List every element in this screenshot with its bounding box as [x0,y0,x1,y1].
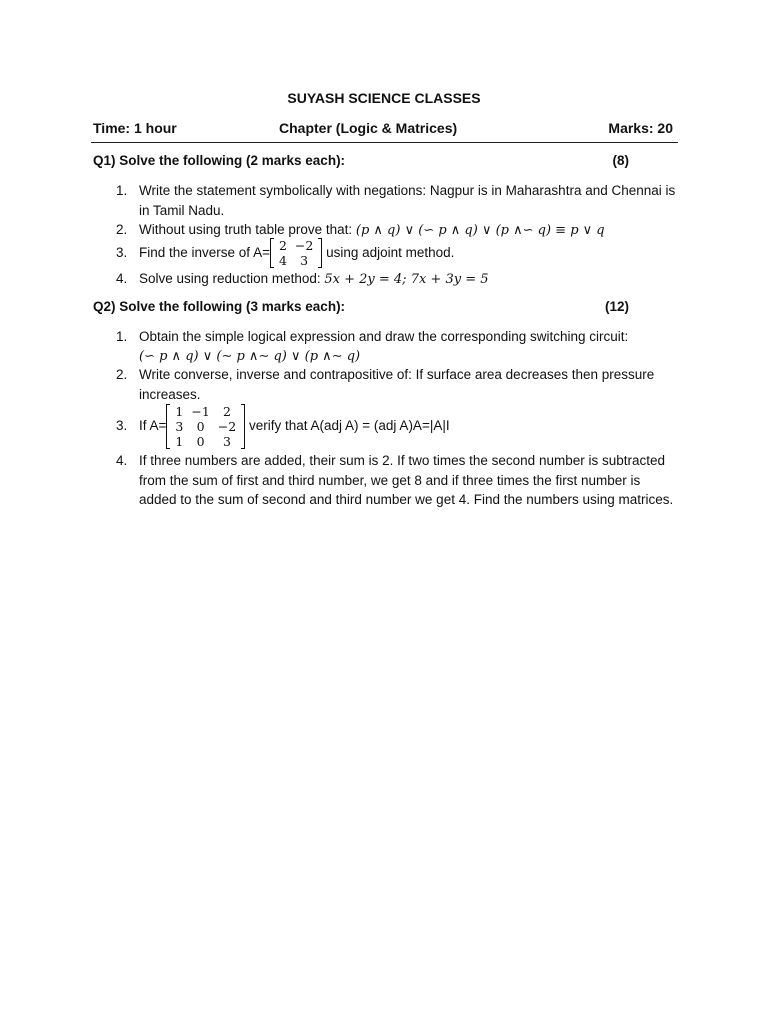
matrix-cell: −1 [191,403,210,419]
item-text: If three numbers are added, their sum is 2. If two times the second number is subtracted from the sum of first and third number, we get 8 and if three times the first number is added to the sum of second and third number we get 4. Find the numbers using matrices. [139,453,674,507]
item-text: Obtain the simple logical expression and draw the corresponding switching circuit: [139,329,629,344]
item-number: 3. [116,245,128,260]
q2-item-4 [116,451,676,510]
institute-title: SUYASH SCIENCE CLASSES [287,90,481,106]
item-number: 4. [116,453,128,468]
matrix-cell: −2 [294,238,314,254]
matrix-cell: −2 [217,418,237,434]
logic-expression: (p ∧ q) ∨ (∽ p ∧ q) ∨ (p ∧∽ q) ≡ p ∨ q [355,223,605,238]
item-text-post: verify that A(adj A) = (adj A)A=|A|I [245,418,450,433]
item-number: 4. [116,271,128,286]
q1-marks: (8) [612,153,629,168]
item-number: 2. [116,222,128,237]
q1-title: Q1) Solve the following (2 marks each): [93,153,346,168]
marks-label: Marks: 20 [608,120,673,136]
matrix-cell: 2 [278,238,287,254]
item-number: 1. [116,183,128,198]
item-text-pre: If A= [139,418,167,433]
q1-item-3 [116,238,676,268]
q1-item-4 [116,269,676,290]
matrix-cell: 2 [223,403,231,419]
matrix-cell: 3 [175,418,184,434]
q2-marks: (12) [604,299,629,314]
paper-header [93,120,673,140]
matrix-cell: 4 [278,253,287,269]
item-text: Solve using reduction method: [139,271,325,286]
matrix-cell: 0 [196,418,205,434]
item-number: 1. [116,329,128,344]
matrix-cell: 3 [223,433,231,449]
item-text: Without using truth table prove that: [139,222,356,237]
q2-heading [93,299,629,314]
item-text-pre: Find the inverse of A= [139,245,270,260]
q2-item-3 [116,403,676,449]
item-text-post: using adjoint method. [322,245,455,260]
q1-item-1 [116,181,676,220]
equation-system: 5x + 2y = 4; 7x + 3y = 5 [324,272,489,287]
item-text: Write the statement symbolically with negations: Nagpur is in Maharashtra and Chennai is in Tamil Nadu. [139,183,676,218]
item-number: 3. [116,418,128,433]
logic-expression: (∽ p ∧ q) ∨ (∼ p ∧∼ q) ∨ (p ∧∼ q) [139,348,361,364]
chapter-label: Chapter (Logic & Matrices) [279,120,458,136]
q2-item-1 [116,327,676,366]
time-label: Time: 1 hour [93,120,177,136]
header-divider [91,142,678,143]
matrix-cell: 1 [175,433,184,449]
q1-heading [93,153,629,168]
item-number: 2. [116,367,128,382]
matrix-cell: 1 [175,403,184,419]
matrix-cell: 0 [196,433,205,449]
q2-title: Q2) Solve the following (3 marks each): [93,299,346,314]
matrix-a-3x3 [166,404,245,449]
item-text: Write converse, inverse and contrapositive of: If surface area decreases then pressure increases. [139,367,655,402]
q2-item-2 [116,365,676,404]
matrix-a-2x2 [270,238,322,268]
matrix-cell: 3 [300,253,309,269]
